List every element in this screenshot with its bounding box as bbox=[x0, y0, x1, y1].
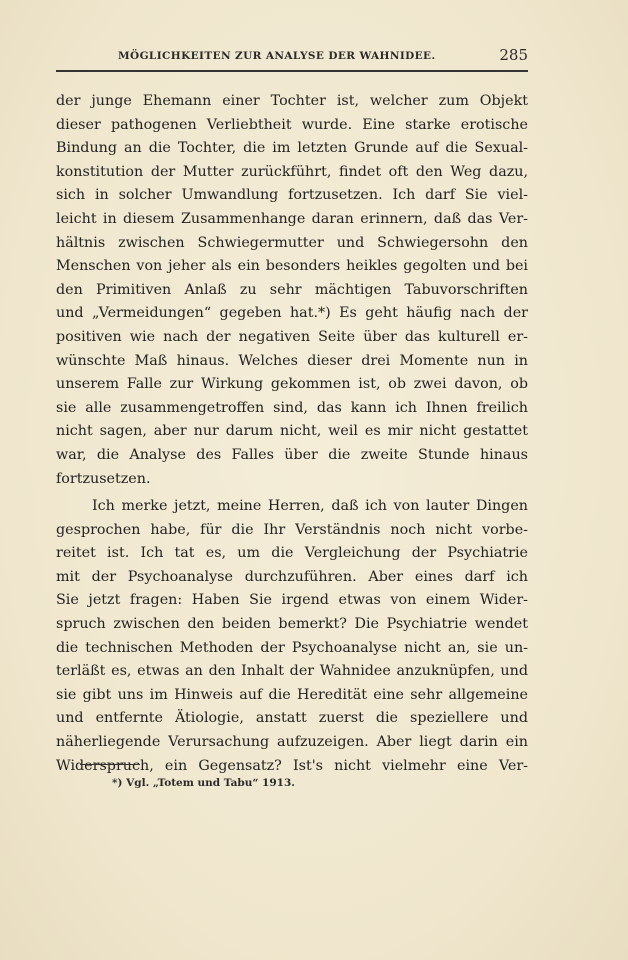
text-line: der junge Ehemann einer Tochter ist, welcher zum Objekt bbox=[56, 93, 528, 109]
text-line: dieser pathogenen Verliebtheit wurde. Eine starke erotische bbox=[56, 116, 528, 133]
header-rule bbox=[56, 70, 528, 72]
text-line: reitet ist. Ich tat es, um die Vergleichung der Psychiatrie bbox=[56, 545, 528, 562]
text-line: und „Vermeidungen“ gegeben hat.*) Es geht häufig nach der bbox=[56, 305, 528, 322]
footnote: *) Vgl. „Totem und Tabu“ 1913. bbox=[112, 777, 295, 789]
text-line: gesprochen habe, für die Ihr Verständnis noch nicht vorbe- bbox=[56, 521, 528, 538]
text-line: konstitution der Mutter zurückführt, findet oft den Weg dazu, bbox=[56, 163, 528, 180]
text-line: die technischen Methoden der Psychoanalyse nicht an, sie un- bbox=[56, 639, 528, 656]
paragraph-2 bbox=[56, 495, 528, 778]
body-text bbox=[56, 90, 528, 778]
text-line: und entfernte Ätiologie, anstatt zuerst die speziellere und bbox=[56, 710, 528, 727]
text-line: leicht in diesem Zusammenhange daran erinnern, daß das Ver- bbox=[56, 210, 528, 227]
text-line: Menschen von jeher als ein besonders heikles gegolten und bei bbox=[56, 258, 528, 275]
text-line: sie gibt uns im Hinweis auf die Heredität eine sehr allgemeine bbox=[56, 686, 528, 703]
text-line: nicht sagen, aber nur darum nicht, weil es mir nicht gestattet bbox=[56, 423, 528, 440]
page-number: 285 bbox=[499, 46, 528, 64]
text-line: den Primitiven Anlaß zu sehr mächtigen Tabuvorschriften bbox=[56, 281, 528, 298]
running-header bbox=[56, 44, 528, 70]
text-line: Bindung an die Tochter, die im letzten Grunde auf die Sexual- bbox=[56, 140, 528, 157]
text-line: unserem Falle zur Wirkung gekommen ist, ob zwei davon, ob bbox=[56, 376, 528, 393]
running-head-title: MÖGLICHKEITEN ZUR ANALYSE DER WAHNIDEE. bbox=[118, 50, 436, 62]
text-line: Ich merke jetzt, meine Herren, daß ich von lauter Dingen bbox=[92, 498, 528, 515]
text-line: terläßt es, etwas an den Inhalt der Wahnidee anzuknüpfen, und bbox=[56, 663, 528, 680]
text-line: war, die Analyse des Falles über die zweite Stunde hinaus bbox=[56, 446, 528, 463]
text-line: hältnis zwischen Schwiegermutter und Schwiegersohn den bbox=[56, 234, 528, 251]
text-line: sie alle zusammengetroffen sind, das kann ich Ihnen freilich bbox=[56, 399, 528, 416]
footnote-rule bbox=[80, 764, 140, 765]
text-line: Widerspruch, ein Gegensatz? Ist's nicht vielmehr eine Ver- bbox=[56, 757, 528, 774]
text-line: näherliegende Verursachung aufzuzeigen. Aber liegt darin ein bbox=[56, 734, 528, 751]
paragraph-1 bbox=[56, 90, 528, 491]
text-line: Sie jetzt fragen: Haben Sie irgend etwas von einem Wider- bbox=[56, 592, 528, 609]
text-line: wünschte Maß hinaus. Welches dieser drei Momente nun in bbox=[56, 352, 528, 369]
text-line: sich in solcher Umwandlung fortzusetzen. Ich darf Sie viel- bbox=[56, 187, 528, 204]
text-line: fortzusetzen. bbox=[56, 470, 151, 487]
text-line: positiven wie nach der negativen Seite über das kulturell er- bbox=[56, 328, 528, 345]
text-line: mit der Psychoanalyse durchzuführen. Aber eines darf ich bbox=[56, 568, 528, 585]
text-line: spruch zwischen den beiden bemerkt? Die Psychiatrie wendet bbox=[56, 616, 528, 633]
